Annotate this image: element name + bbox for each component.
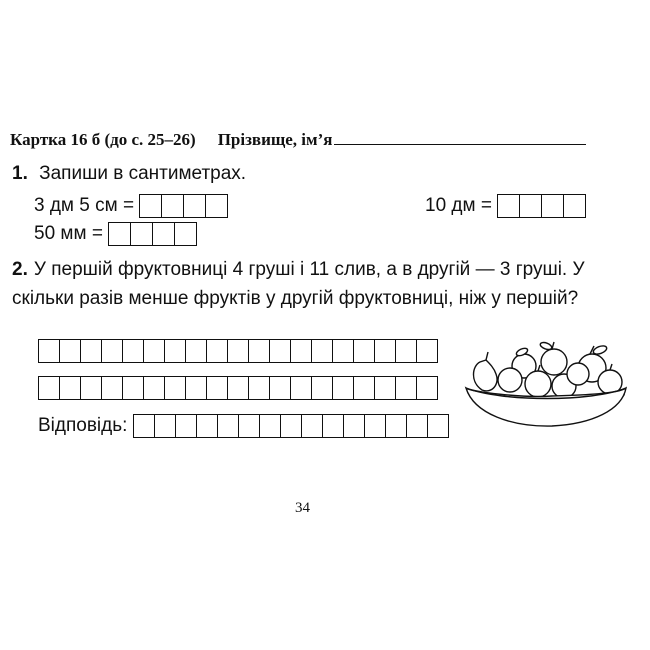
answer-cell[interactable]	[564, 195, 586, 217]
grid-cell[interactable]	[102, 377, 123, 399]
grid-cell[interactable]	[60, 340, 81, 362]
answer-cell[interactable]	[175, 223, 197, 245]
grid-cell[interactable]	[323, 415, 344, 437]
answer-cell[interactable]	[184, 195, 206, 217]
task1-item-expr: 10 дм =	[425, 195, 492, 217]
grid-cell[interactable]	[228, 377, 249, 399]
grid-cell[interactable]	[344, 415, 365, 437]
task1-item-expr: 50 мм =	[34, 223, 103, 245]
grid-cell[interactable]	[417, 340, 438, 362]
grid-cell[interactable]	[407, 415, 428, 437]
task2-text: У першій фруктовниці 4 груші і 11 слив, а в другій — 3 груші. У скільки разів менше фруктів у другій фруктовниці, ніж у першій?	[12, 259, 585, 309]
grid-cell[interactable]	[102, 340, 123, 362]
grid-cell[interactable]	[354, 340, 375, 362]
grid-cell[interactable]	[375, 340, 396, 362]
grid-cell[interactable]	[249, 340, 270, 362]
grid-cell[interactable]	[312, 377, 333, 399]
grid-cell[interactable]	[281, 415, 302, 437]
answer-label: Відповідь:	[38, 415, 128, 437]
task2-text-block	[12, 255, 624, 313]
grid-cell[interactable]	[291, 340, 312, 362]
answer-cell[interactable]	[153, 223, 175, 245]
grid-cell[interactable]	[249, 377, 270, 399]
grid-cell[interactable]	[270, 340, 291, 362]
task2-number: 2.	[12, 259, 28, 280]
answer-cell[interactable]	[498, 195, 520, 217]
task1-heading	[12, 163, 246, 185]
name-label: Прізвище, ім’я	[217, 130, 333, 149]
grid-cell[interactable]	[207, 340, 228, 362]
grid-cell[interactable]	[207, 377, 228, 399]
grid-cell[interactable]	[270, 377, 291, 399]
grid-cell[interactable]	[218, 415, 239, 437]
task1-item-expr: 3 дм 5 см =	[34, 195, 135, 217]
answer-row	[38, 414, 449, 438]
grid-cell[interactable]	[333, 377, 354, 399]
grid-cell[interactable]	[386, 415, 407, 437]
task1-number: 1.	[12, 163, 28, 184]
grid-cell[interactable]	[81, 340, 102, 362]
solution-row-1[interactable]	[38, 339, 438, 363]
grid-cell[interactable]	[144, 377, 165, 399]
grid-cell[interactable]	[60, 377, 81, 399]
grid-cell[interactable]	[396, 377, 417, 399]
grid-cell[interactable]	[144, 340, 165, 362]
page-number: 34	[295, 500, 310, 516]
grid-cell[interactable]	[333, 340, 354, 362]
name-field-line[interactable]	[334, 130, 586, 145]
answer-cell[interactable]	[109, 223, 131, 245]
grid-cell[interactable]	[186, 340, 207, 362]
grid-cell[interactable]	[312, 340, 333, 362]
answer-boxes[interactable]	[133, 414, 449, 438]
grid-cell[interactable]	[81, 377, 102, 399]
task1-item-1	[34, 194, 228, 218]
answer-cell[interactable]	[520, 195, 542, 217]
grid-cell[interactable]	[375, 377, 396, 399]
grid-cell[interactable]	[396, 340, 417, 362]
answer-cell[interactable]	[162, 195, 184, 217]
grid-cell[interactable]	[302, 415, 323, 437]
grid-cell[interactable]	[291, 377, 312, 399]
answer-cell[interactable]	[206, 195, 228, 217]
grid-cell[interactable]	[39, 340, 60, 362]
task1-prompt: Запиши в сантиметрах.	[39, 163, 247, 184]
grid-cell[interactable]	[186, 377, 207, 399]
grid-cell[interactable]	[165, 340, 186, 362]
task1-item-3	[34, 222, 197, 246]
grid-cell[interactable]	[134, 415, 155, 437]
grid-cell[interactable]	[165, 377, 186, 399]
grid-cell[interactable]	[354, 377, 375, 399]
grid-cell[interactable]	[123, 377, 144, 399]
answer-cell[interactable]	[131, 223, 153, 245]
answer-cell[interactable]	[140, 195, 162, 217]
card-title: Картка 16 б (до с. 25–26)	[10, 130, 196, 149]
grid-cell[interactable]	[428, 415, 449, 437]
task1-item-2	[425, 194, 586, 218]
card-header	[10, 130, 586, 150]
solution-boxes[interactable]	[38, 339, 438, 363]
grid-cell[interactable]	[123, 340, 144, 362]
solution-boxes[interactable]	[38, 376, 438, 400]
grid-cell[interactable]	[176, 415, 197, 437]
answer-boxes[interactable]	[108, 222, 197, 246]
grid-cell[interactable]	[260, 415, 281, 437]
grid-cell[interactable]	[239, 415, 260, 437]
fruit-bowl-icon	[462, 340, 632, 430]
answer-cell[interactable]	[542, 195, 564, 217]
solution-row-2[interactable]	[38, 376, 438, 400]
answer-boxes[interactable]	[139, 194, 228, 218]
grid-cell[interactable]	[39, 377, 60, 399]
grid-cell[interactable]	[228, 340, 249, 362]
grid-cell[interactable]	[197, 415, 218, 437]
answer-boxes[interactable]	[497, 194, 586, 218]
grid-cell[interactable]	[155, 415, 176, 437]
grid-cell[interactable]	[365, 415, 386, 437]
grid-cell[interactable]	[417, 377, 438, 399]
